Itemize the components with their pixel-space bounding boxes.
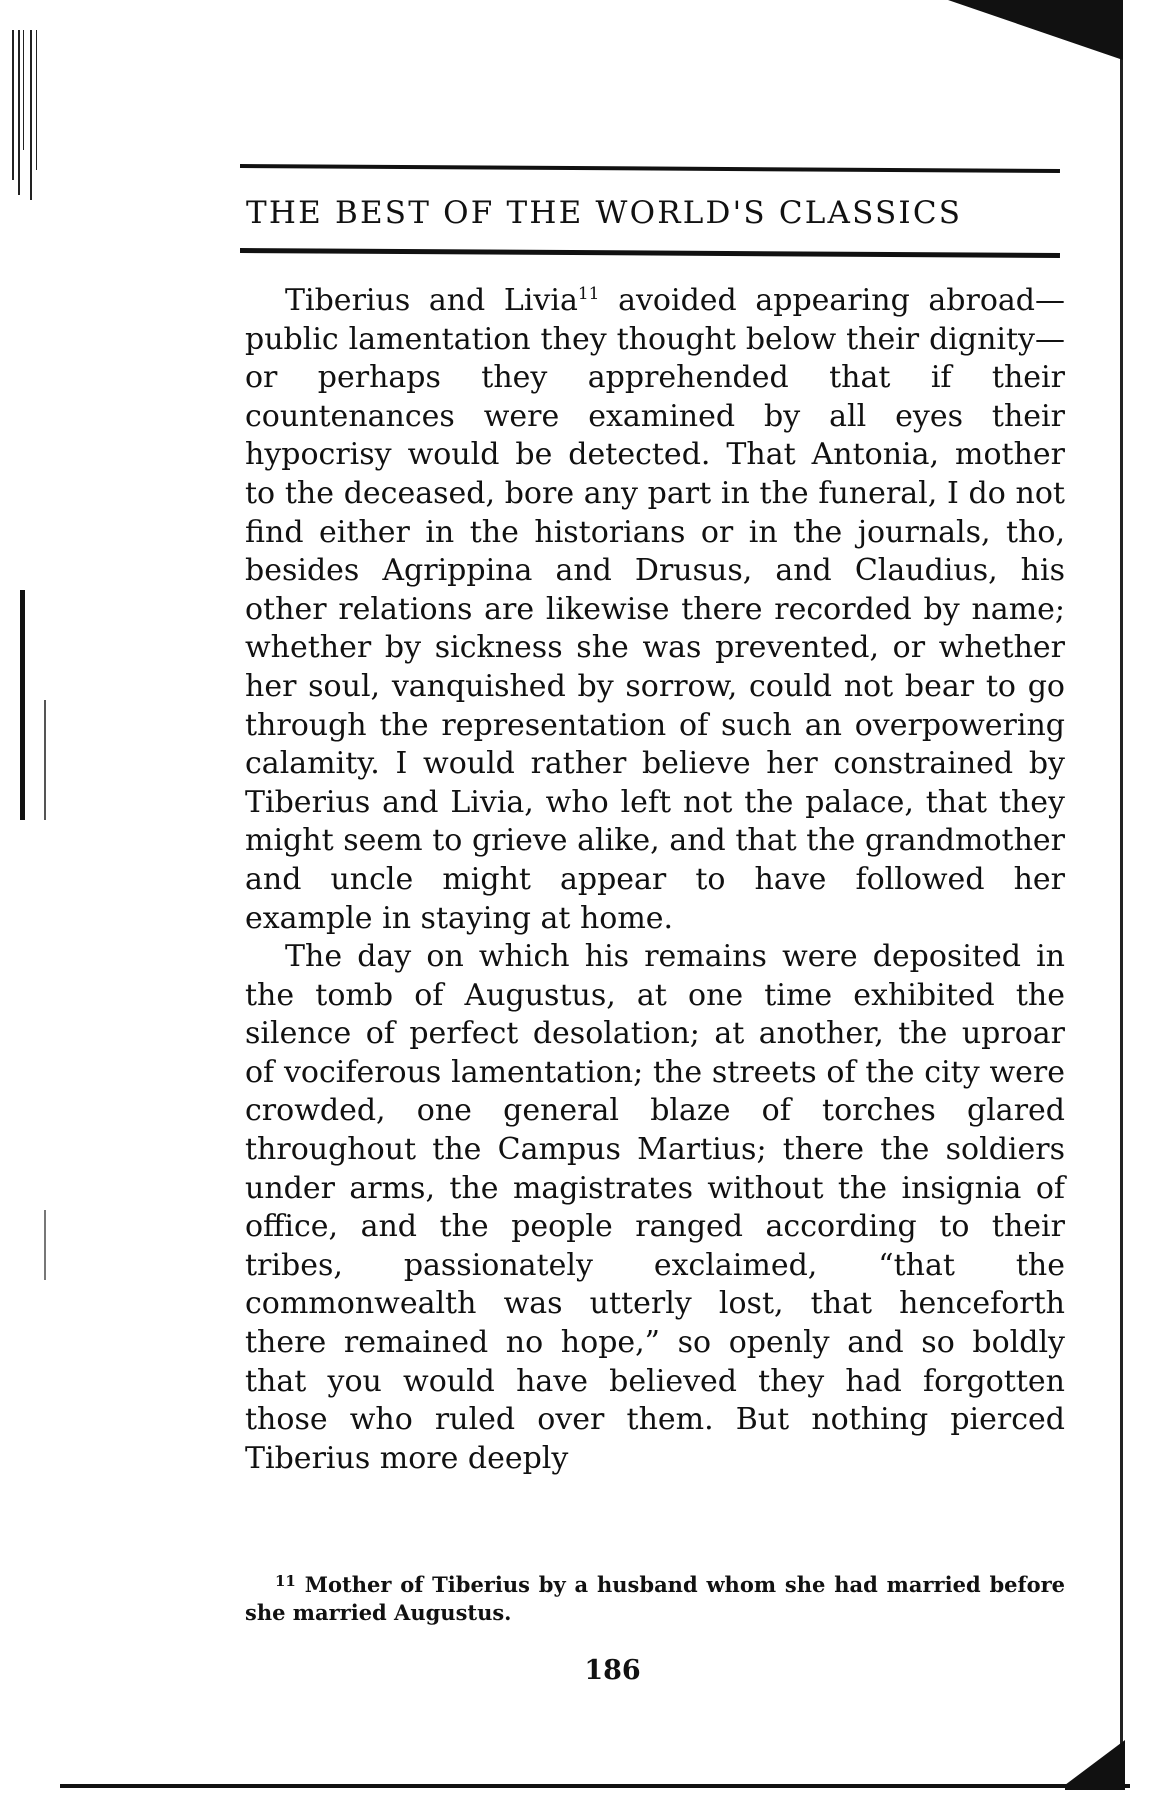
scan-edge-marks: [8, 30, 48, 200]
paragraph-1: [245, 282, 1065, 938]
scan-binding-line: [44, 700, 46, 820]
paragraph-1-start: Tiberius and Livia: [285, 283, 578, 318]
running-head: THE BEST OF THE WORLD'S CLASSICS: [246, 195, 963, 231]
footnote-reference: 11: [577, 284, 600, 304]
header-rule-top: [240, 164, 1060, 173]
page-bottom-corner-shadow: [1065, 1740, 1125, 1790]
footnote-text: Mother of Tiberius by a husband whom she had married before she married Augustus.: [245, 1572, 1066, 1625]
footnote-number: 11: [275, 1572, 296, 1590]
page-bottom-edge: [60, 1784, 1130, 1788]
scan-binding-line-lower: [44, 1210, 46, 1280]
page-right-edge: [1120, 25, 1123, 1785]
scan-binding-shadow: [20, 590, 25, 820]
page-number: 186: [584, 1655, 641, 1686]
footnote: [245, 1571, 1065, 1627]
header-rule-bottom: [240, 248, 1060, 258]
page-corner-shadow: [948, 0, 1123, 60]
body-text: [245, 282, 1065, 1478]
paragraph-1-rest: avoided appearing abroad—public lamentation they thought below their dignity—or perhaps they apprehended that if their countenances were examined by all eyes their hypocrisy would be detected. That Antonia, mother to the deceased, bore any part in the funeral, I do not find either in the historians or in the journals, tho, besides Agrippina and Drusus, and Claudius, his other relations are likewise there recorded by name; whether by sickness she was prevented, or whether her soul, vanquished by sorrow, could not bear to go through the representation of such an overpowering calamity. I would rather believe her constrained by Tiberius and Livia, who left not the palace, that they might seem to grieve alike, and that the grandmother and uncle might appear to have followed her example in staying at home.: [245, 283, 1065, 936]
paragraph-2: The day on which his remains were deposited in the tomb of Augustus, at one time exhibited the silence of perfect desolation; at another, the uproar of vociferous lamentation; the streets of the city were crowded, one general blaze of torches glared throughout the Campus Martius; there the soldiers under arms, the magistrates without the insignia of office, and the people ranged according to their tribes, passionately exclaimed, “that the commonwealth was utterly lost, that henceforth there remained no hope,” so openly and so boldly that you would have believed they had forgotten those who ruled over them. But nothing pierced Tiberius more deeply: [245, 939, 1065, 1476]
